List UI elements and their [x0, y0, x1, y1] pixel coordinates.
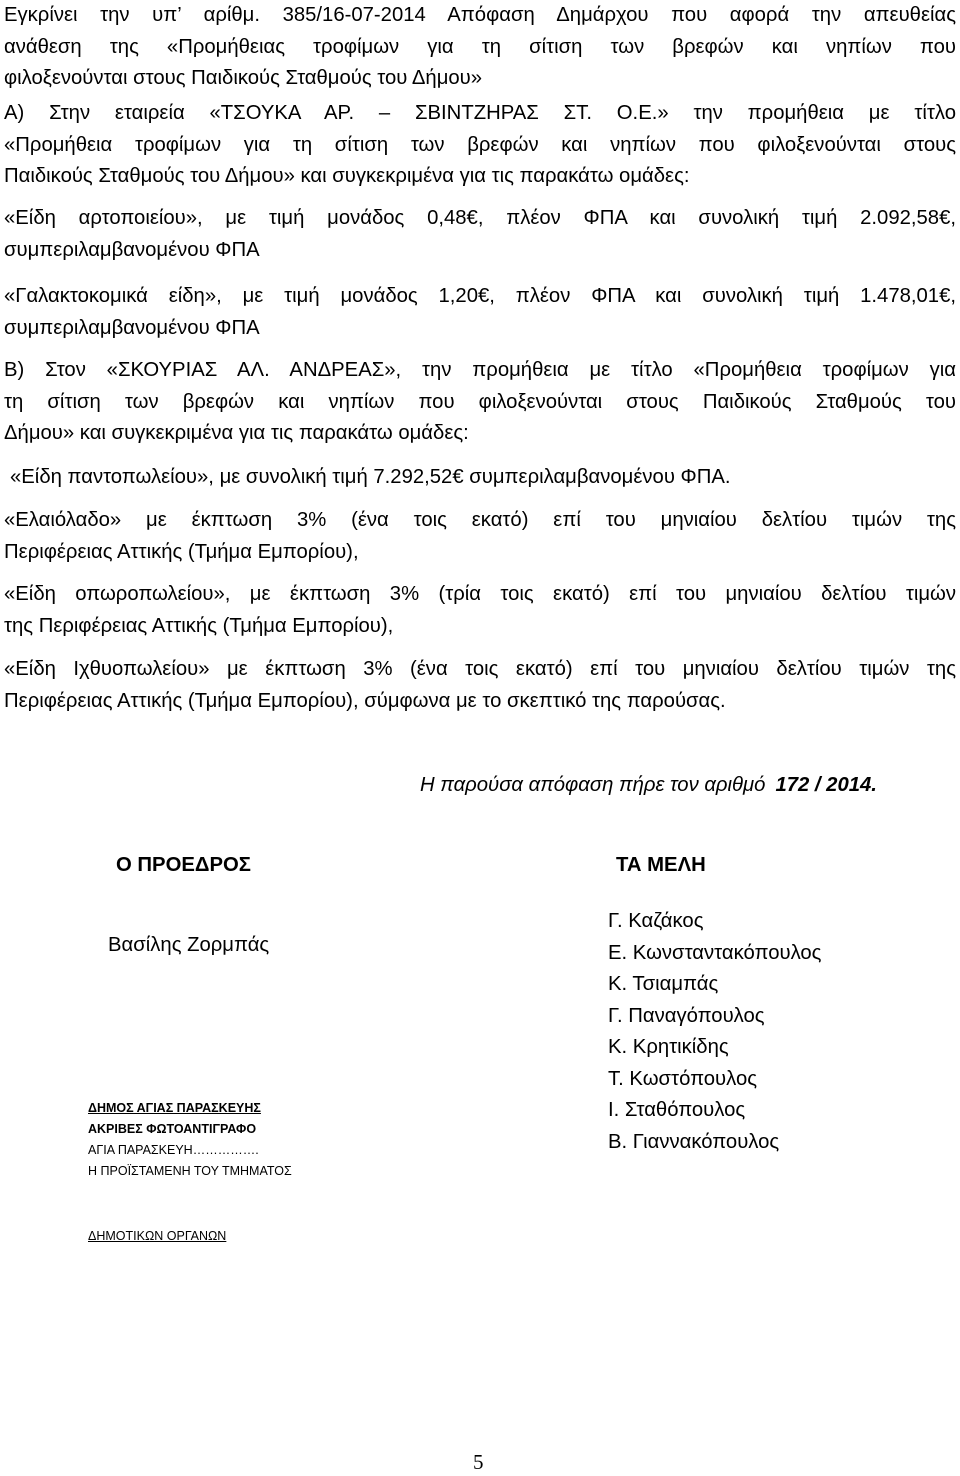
- stamp-office: ΔΗΜΟΤΙΚΩΝ ΟΡΓΑΝΩΝ: [88, 1229, 227, 1243]
- member-name: Κ. Κρητικίδης: [608, 1036, 729, 1058]
- section-b-item-fruit-line-1: «Είδη οπωροπωλείου», με έκπτωση 3% (τρία τοις εκατό) επί του μηνιαίου δελτίου τιμών: [4, 583, 956, 605]
- president-title: Ο ΠΡΟΕΔΡΟΣ: [116, 854, 251, 876]
- decision-number-line: [420, 769, 877, 801]
- member-name: Ι. Σταθόπουλος: [608, 1099, 746, 1121]
- section-b-item-fruit: [4, 579, 956, 642]
- section-b-item-olive-oil: [4, 505, 956, 568]
- member-name: Τ. Κωστόπουλος: [608, 1067, 758, 1090]
- section-b-paragraph: [4, 355, 956, 450]
- section-b-item-olive-oil-line-2: Περιφέρειας Αττικής (Τμήμα Εμπορίου),: [4, 540, 359, 563]
- section-a-item-bakery: [4, 203, 956, 266]
- section-b-item-grocery-line-1: «Είδη παντοπωλείου», με συνολική τιμή 7.292,52€ συμπεριλαμβανομένου ΦΠΑ.: [10, 466, 731, 488]
- section-a-item-dairy-line-2: συμπεριλαμβανομένου ΦΠΑ: [4, 316, 260, 339]
- section-a-line-3: Παιδικούς Σταθμούς του Δήμου» και συγκεκριμένα για τις παρακάτω ομάδες:: [4, 165, 690, 187]
- section-a-line-1: Α) Στην εταιρεία «ΤΣΟΥΚΑ ΑΡ. – ΣΒΙΝΤΖΗΡΑΣ ΣΤ. Ο.Ε.» την προμήθεια με τίτλο: [4, 102, 956, 124]
- section-b-line-2: τη σίτιση των βρεφών και νηπίων που φιλοξενούνται στους Παιδικούς Σταθμούς του: [4, 390, 956, 413]
- intro-line-3: φιλοξενούνται στους Παιδικούς Σταθμούς του Δήμου»: [4, 67, 483, 89]
- president-name: Βασίλης Ζορμπάς: [108, 934, 270, 956]
- section-b-item-olive-oil-line-1: «Ελαιόλαδο» με έκπτωση 3% (ένα τοις εκατό) επί του μηνιαίου δελτίου τιμών της: [4, 509, 956, 531]
- decision-number: 172 / 2014.: [775, 774, 877, 796]
- section-b-line-1: Β) Στον «ΣΚΟΥΡΙΑΣ ΑΛ. ΑΝΔΡΕΑΣ», την προμήθεια με τίτλο «Προμήθεια τροφίμων για: [4, 359, 956, 381]
- section-b-item-grocery: [10, 462, 956, 494]
- decision-text: Η παρούσα απόφαση πήρε τον αριθμό: [420, 774, 766, 796]
- section-a-item-bakery-line-1: «Είδη αρτοποιείου», με τιμή μονάδος 0,48€, πλέον ΦΠΑ και συνολική τιμή 2.092,58€,: [4, 207, 956, 229]
- members-list: [608, 906, 821, 1158]
- certification-stamp: [88, 1098, 292, 1182]
- member-name: Γ. Καζάκος: [608, 910, 704, 932]
- intro-line-2: ανάθεση της «Προμήθειας τροφίμων για τη σίτιση των βρεφών και νηπίων που: [4, 35, 956, 58]
- stamp-place: ΑΓΙΑ ΠΑΡΑΣΚΕΥΗ…………….: [88, 1143, 259, 1157]
- member-name: Κ. Τσιαμπάς: [608, 973, 719, 995]
- section-b-item-fish-line-1: «Είδη Ιχθυοπωλείου» με έκπτωση 3% (ένα τοις εκατό) επί του μηνιαίου δελτίου τιμών της: [4, 658, 956, 680]
- stamp-municipality: ΔΗΜΟΣ ΑΓΙΑΣ ΠΑΡΑΣΚΕΥΗΣ: [88, 1101, 261, 1115]
- section-a-item-dairy-line-1: «Γαλακτοκομικά είδη», με τιμή μονάδος 1,20€, πλέον ΦΠΑ και συνολική τιμή 1.478,01€,: [4, 285, 956, 307]
- members-title: ΤΑ ΜΕΛΗ: [616, 854, 706, 876]
- section-b-item-fish: [4, 654, 956, 717]
- intro-paragraph: [4, 0, 956, 95]
- member-name: Β. Γιαννακόπουλος: [608, 1130, 780, 1153]
- section-a-item-bakery-line-2: συμπεριλαμβανομένου ΦΠΑ: [4, 238, 260, 261]
- member-name: Γ. Παναγόπουλος: [608, 1004, 765, 1027]
- section-b-item-fruit-line-2: της Περιφέρειας Αττικής (Τμήμα Εμπορίου),: [4, 614, 394, 637]
- stamp-certified-copy: ΑΚΡΙΒΕΣ ΦΩΤΟΑΝΤΙΓΡΑΦΟ: [88, 1122, 257, 1136]
- intro-line-1: Εγκρίνει την υπ’ αρίθμ. 385/16-07-2014 Απόφαση Δημάρχου που αφορά την απευθείας: [4, 4, 956, 26]
- section-b-line-3: Δήμου» και συγκεκριμένα για τις παρακάτω ομάδες:: [4, 422, 469, 444]
- section-a-line-2: «Προμήθεια τροφίμων για τη σίτιση των βρεφών και νηπίων που φιλοξενούνται στους: [4, 133, 956, 156]
- member-name: Ε. Κωνσταντακόπουλος: [608, 941, 822, 964]
- stamp-head-of-department: Η ΠΡΟΪΣΤΑΜΕΝΗ ΤΟΥ ΤΜΗΜΑΤΟΣ: [88, 1164, 292, 1178]
- section-b-item-fish-line-2: Περιφέρειας Αττικής (Τμήμα Εμπορίου), σύμφωνα με το σκεπτικό της παρούσας.: [4, 689, 726, 712]
- section-a-item-dairy: [4, 281, 956, 344]
- section-a-paragraph: [4, 98, 956, 193]
- page-number: 5: [473, 1450, 484, 1474]
